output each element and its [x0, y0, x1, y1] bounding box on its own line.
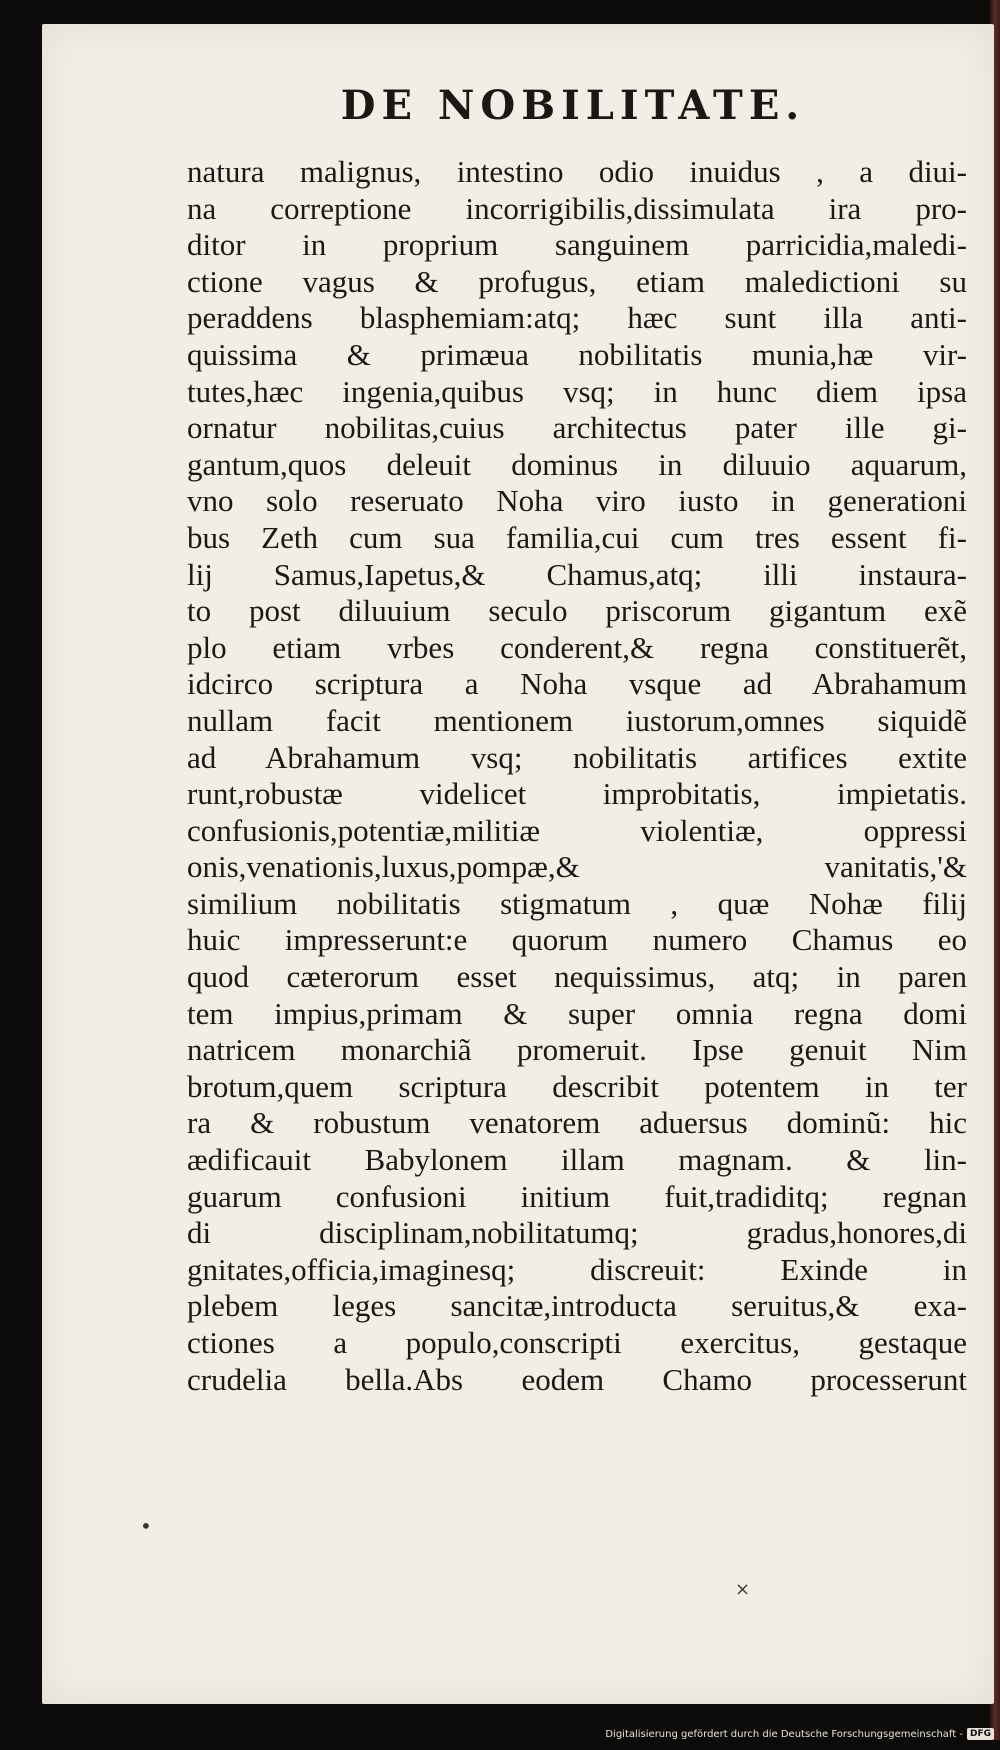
- text-line: crudelia bella.Abs eodem Chamo processerunt: [187, 1361, 967, 1397]
- text-line: vno solo reseruato Noha viro iusto in generationi: [187, 483, 967, 519]
- text-line: idcirco scriptura a Noha vsque ad Abrahamum: [187, 666, 967, 702]
- text-line: plebem leges sancitæ,introducta seruitus,& exa-: [187, 1288, 967, 1324]
- body-text: [187, 154, 967, 1398]
- text-line: nullam facit mentionem iustorum,omnes siquidẽ: [187, 702, 967, 738]
- text-line: to post diluuium seculo priscorum gigantum exẽ: [187, 593, 967, 629]
- dfg-logo: DFG: [967, 1728, 994, 1740]
- text-line: ornatur nobilitas,cuius architectus pater ille gi-: [187, 410, 967, 446]
- credit-text: Digitalisierung gefördert durch die Deutsche Forschungsgemeinschaft -: [605, 1728, 963, 1740]
- text-line: natricem monarchiã promeruit. Ipse genuit Nim: [187, 1032, 967, 1068]
- text-line: quissima & primæua nobilitatis munia,hæ vir-: [187, 336, 967, 372]
- ink-mark: •: [140, 1514, 152, 1538]
- text-line: onis,venationis,luxus,pompæ,& vanitatis,'&: [187, 849, 967, 885]
- ink-mark: ×: [735, 1579, 751, 1600]
- text-line: tutes,hæc ingenia,quibus vsq; in hunc diem ipsa: [187, 373, 967, 409]
- text-line: na correptione incorrigibilis,dissimulata ira pro-: [187, 190, 967, 226]
- text-line: huic impresserunt:e quorum numero Chamus eo: [187, 922, 967, 958]
- text-line: ctiones a populo,conscripti exercitus, gestaque: [187, 1325, 967, 1360]
- text-line: tem impius,primam & super omnia regna domi: [187, 995, 967, 1031]
- text-line: di disciplinam,nobilitatumq; gradus,honores,di: [187, 1215, 967, 1251]
- text-line: ad Abrahamum vsq; nobilitatis artifices extite: [187, 739, 967, 775]
- text-line: gantum,quos deleuit dominus in diluuio aquarum,: [187, 446, 967, 482]
- running-head-title: DE NOBILITATE.: [340, 82, 806, 129]
- text-line: guarum confusioni initium fuit,tradiditq; regnan: [187, 1178, 967, 1214]
- text-line: ctione vagus & profugus, etiam maledictioni su: [187, 263, 967, 299]
- text-line: confusionis,potentiæ,militiæ violentiæ, oppressi: [187, 812, 967, 848]
- text-line: lij Samus,Iapetus,& Chamus,atq; illi instaura-: [187, 556, 967, 592]
- text-line: ditor in proprium sanguinem parricidia,maledi-: [187, 227, 967, 263]
- text-line: brotum,quem scriptura describit potentem in ter: [187, 1068, 967, 1104]
- text-line: gnitates,officia,imaginesq; discreuit: Exinde in: [187, 1251, 967, 1287]
- text-line: ra & robustum venatorem aduersus dominũ: hic: [187, 1105, 967, 1141]
- text-line: similium nobilitatis stigmatum , quæ Nohæ filij: [187, 885, 967, 921]
- text-line: peraddens blasphemiam:atq; hæc sunt illa anti-: [187, 300, 967, 336]
- digitization-credit: [605, 1728, 994, 1740]
- text-line: plo etiam vrbes conderent,& regna constituerẽt,: [187, 629, 967, 665]
- text-line: runt,robustæ videlicet improbitatis, impietatis.: [187, 776, 967, 812]
- text-line: natura malignus, intestino odio inuidus , a diui-: [187, 154, 967, 189]
- text-line: quod cæterorum esset nequissimus, atq; in paren: [187, 959, 967, 995]
- text-line: ædificauit Babylonem illam magnam. & lin-: [187, 1142, 967, 1178]
- page-sheet: [42, 24, 994, 1704]
- text-line: bus Zeth cum sua familia,cui cum tres essent fi-: [187, 519, 967, 555]
